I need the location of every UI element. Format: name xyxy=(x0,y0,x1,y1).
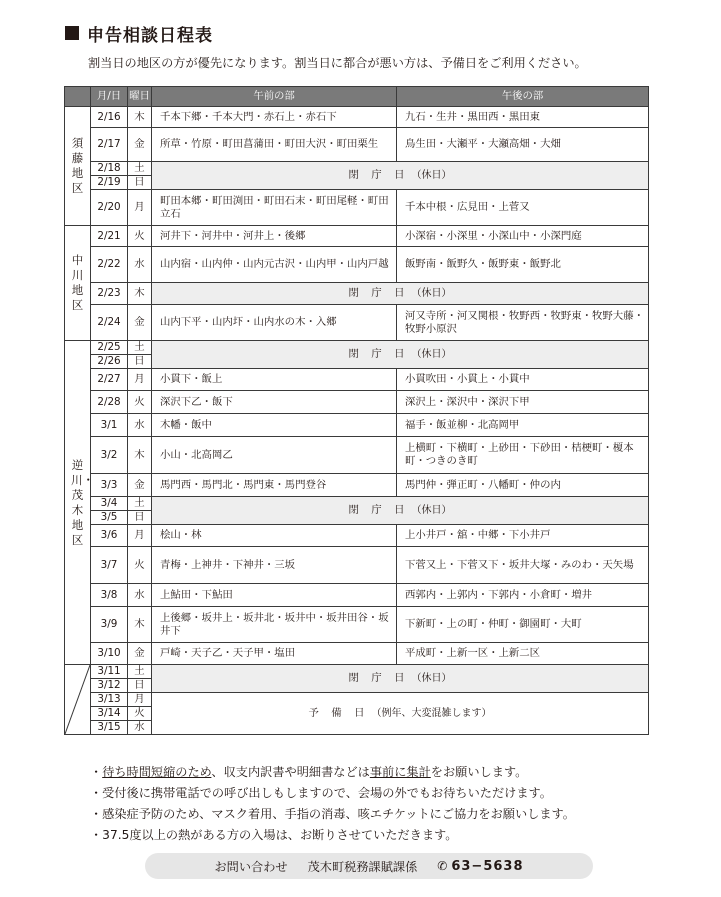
date-cell: 3/3 xyxy=(91,474,128,497)
date-cell: 3/11 xyxy=(91,665,128,679)
date-cell: 3/5 xyxy=(91,511,128,525)
am-cell: 河井下・河井中・河井上・後郷 xyxy=(152,226,397,247)
closed-day-cell: 閉 庁 日 （休日） xyxy=(152,497,649,525)
note-item: ・感染症予防のため、マスク着用、手指の消毒、咳エチケットにご協力をお願いします。 xyxy=(90,807,575,821)
date-cell: 3/7 xyxy=(91,547,128,584)
date-cell: 2/22 xyxy=(91,247,128,283)
table-row xyxy=(65,305,649,341)
pm-cell: 上横町・下横町・上砂田・下砂田・桔梗町・榎本町・つきのき町 xyxy=(397,437,649,474)
pm-cell: 下菅又上・下菅又下・坂井大塚・みのわ・天矢場 xyxy=(397,547,649,584)
table-row xyxy=(65,607,649,643)
header-date: 月/日 xyxy=(91,87,128,107)
day-cell: 火 xyxy=(128,226,152,247)
table-header-row xyxy=(65,87,649,107)
phone-number: 63−5638 xyxy=(451,858,524,874)
header-district xyxy=(65,87,91,107)
note-item: ・37.5度以上の熱がある方の入場は、お断りさせていただきます。 xyxy=(90,828,458,842)
am-cell: 町田本郷・町田渕田・町田石末・町田尾軽・町田立石 xyxy=(152,190,397,226)
table-row xyxy=(65,693,649,707)
pm-cell: 平成町・上新一区・上新二区 xyxy=(397,643,649,665)
diagonal-slash-icon xyxy=(65,665,90,734)
date-cell: 3/12 xyxy=(91,679,128,693)
pm-cell: 福手・飯並柳・北高岡甲 xyxy=(397,414,649,437)
title-text: 申告相談日程表 xyxy=(87,25,213,46)
reserve-day-cell: 予 備 日 （例年、大変混雑します） xyxy=(152,693,649,735)
table-row xyxy=(65,414,649,437)
day-cell: 木 xyxy=(128,607,152,643)
day-cell: 月 xyxy=(128,525,152,547)
am-cell: 桧山・林 xyxy=(152,525,397,547)
table-row xyxy=(65,107,649,128)
table-row xyxy=(65,128,649,162)
district-cell: 須藤地区 xyxy=(65,107,91,226)
table-row xyxy=(65,665,649,679)
table-row xyxy=(65,341,649,355)
closed-day-cell: 閉 庁 日 （休日） xyxy=(152,162,649,190)
day-cell: 日 xyxy=(128,511,152,525)
day-cell: 木 xyxy=(128,283,152,305)
day-cell: 火 xyxy=(128,707,152,721)
day-cell: 金 xyxy=(128,128,152,162)
day-cell: 日 xyxy=(128,176,152,190)
contact-phone xyxy=(437,859,523,874)
day-cell: 金 xyxy=(128,474,152,497)
day-cell: 月 xyxy=(128,693,152,707)
header-day: 曜日 xyxy=(128,87,152,107)
date-cell: 3/6 xyxy=(91,525,128,547)
table-row xyxy=(65,283,649,305)
day-cell: 水 xyxy=(128,584,152,607)
table-row xyxy=(65,643,649,665)
date-cell: 3/9 xyxy=(91,607,128,643)
day-cell: 月 xyxy=(128,369,152,391)
date-cell: 2/27 xyxy=(91,369,128,391)
day-cell: 日 xyxy=(128,679,152,693)
pm-cell: 上小井戸・舘・中郷・下小井戸 xyxy=(397,525,649,547)
date-cell: 2/28 xyxy=(91,391,128,414)
pm-cell: 飯野南・飯野久・飯野東・飯野北 xyxy=(397,247,649,283)
pm-cell: 小深宿・小深里・小深山中・小深門庭 xyxy=(397,226,649,247)
slash-cell xyxy=(65,665,91,735)
day-cell: 木 xyxy=(128,437,152,474)
day-cell: 火 xyxy=(128,547,152,584)
date-cell: 3/10 xyxy=(91,643,128,665)
date-cell: 3/14 xyxy=(91,707,128,721)
am-cell: 木幡・飯中 xyxy=(152,414,397,437)
phone-icon: ✆ xyxy=(437,859,449,873)
date-cell: 2/26 xyxy=(91,355,128,369)
am-cell: 山内下平・山内圷・山内水の木・入郷 xyxy=(152,305,397,341)
table-row xyxy=(65,525,649,547)
contact-bar xyxy=(145,853,593,879)
day-cell: 月 xyxy=(128,190,152,226)
date-cell: 3/8 xyxy=(91,584,128,607)
pm-cell: 下新町・上の町・仲町・御園町・大町 xyxy=(397,607,649,643)
pm-cell: 河又寺所・河又関根・牧野西・牧野東・牧野大藤・牧野小原沢 xyxy=(397,305,649,341)
district-cell: 中川地区 xyxy=(65,226,91,341)
pm-cell: 馬門仲・弾正町・八幡町・仲の内 xyxy=(397,474,649,497)
day-cell: 金 xyxy=(128,305,152,341)
am-cell: 小貫下・飯上 xyxy=(152,369,397,391)
date-cell: 3/15 xyxy=(91,721,128,735)
note-emphasis: 事前に集計 xyxy=(369,765,431,779)
day-cell: 水 xyxy=(128,721,152,735)
pm-cell: 小貫吹田・小貫上・小貫中 xyxy=(397,369,649,391)
date-cell: 3/4 xyxy=(91,497,128,511)
closed-day-cell: 閉 庁 日 （休日） xyxy=(152,665,649,693)
district-cell: 逆川・茂木地区 xyxy=(65,341,91,665)
table-row xyxy=(65,547,649,584)
am-cell: 千本下郷・千本大門・赤石上・赤石下 xyxy=(152,107,397,128)
date-cell: 2/19 xyxy=(91,176,128,190)
day-cell: 水 xyxy=(128,414,152,437)
am-cell: 所草・竹原・町田菖蒲田・町田大沢・町田栗生 xyxy=(152,128,397,162)
intro-text: 割当日の地区の方が優先になります。割当日に都合が悪い方は、予備日をご利用ください。 xyxy=(88,56,587,70)
am-cell: 上後郷・坂井上・坂井北・坂井中・坂井田谷・坂井下 xyxy=(152,607,397,643)
contact-label: お問い合わせ xyxy=(214,859,288,874)
am-cell: 小山・北高岡乙 xyxy=(152,437,397,474)
day-cell: 火 xyxy=(128,391,152,414)
date-cell: 2/21 xyxy=(91,226,128,247)
contact-office: 茂木町税務課賦課係 xyxy=(307,859,418,874)
pm-cell: 深沢上・深沢中・深沢下甲 xyxy=(397,391,649,414)
day-cell: 土 xyxy=(128,162,152,176)
note-emphasis: 待ち時間短縮のため xyxy=(102,765,212,779)
table-row xyxy=(65,226,649,247)
header-pm: 午後の部 xyxy=(397,87,649,107)
table-row xyxy=(65,190,649,226)
pm-cell: 九石・生井・黒田西・黒田東 xyxy=(397,107,649,128)
day-cell: 土 xyxy=(128,341,152,355)
date-cell: 3/13 xyxy=(91,693,128,707)
date-cell: 3/2 xyxy=(91,437,128,474)
title-square-icon xyxy=(65,26,79,40)
am-cell: 山内宿・山内仲・山内元古沢・山内甲・山内戸越 xyxy=(152,247,397,283)
date-cell: 2/18 xyxy=(91,162,128,176)
am-cell: 馬門西・馬門北・馬門東・馬門登谷 xyxy=(152,474,397,497)
closed-day-cell: 閉 庁 日 （休日） xyxy=(152,341,649,369)
header-am: 午前の部 xyxy=(152,87,397,107)
day-cell: 水 xyxy=(128,247,152,283)
table-row xyxy=(65,162,649,176)
table-row xyxy=(65,474,649,497)
table-row xyxy=(65,391,649,414)
closed-day-cell: 閉 庁 日 （休日） xyxy=(152,283,649,305)
table-row xyxy=(65,584,649,607)
date-cell: 2/24 xyxy=(91,305,128,341)
date-cell: 2/20 xyxy=(91,190,128,226)
notes-list xyxy=(90,762,575,846)
table-row xyxy=(65,369,649,391)
date-cell: 2/23 xyxy=(91,283,128,305)
am-cell: 青梅・上神井・下神井・三坂 xyxy=(152,547,397,584)
date-cell: 2/16 xyxy=(91,107,128,128)
page-title xyxy=(65,20,213,46)
pm-cell: 西郭内・上郭内・下郭内・小倉町・増井 xyxy=(397,584,649,607)
pm-cell: 鳥生田・大瀬平・大瀬高畑・大畑 xyxy=(397,128,649,162)
note-item: ・受付後に携帯電話での呼び出しもしますので、会場の外でもお待ちいただけます。 xyxy=(90,786,552,800)
am-cell: 深沢下乙・飯下 xyxy=(152,391,397,414)
date-cell: 3/1 xyxy=(91,414,128,437)
date-cell: 2/17 xyxy=(91,128,128,162)
note-item: ・待ち時間短縮のため、収支内訳書や明細書などは事前に集計をお願いします。 xyxy=(90,765,528,779)
table-row xyxy=(65,247,649,283)
table-row xyxy=(65,497,649,511)
date-cell: 2/25 xyxy=(91,341,128,355)
am-cell: 上鮎田・下鮎田 xyxy=(152,584,397,607)
day-cell: 土 xyxy=(128,497,152,511)
day-cell: 土 xyxy=(128,665,152,679)
day-cell: 金 xyxy=(128,643,152,665)
day-cell: 木 xyxy=(128,107,152,128)
am-cell: 戸崎・天子乙・天子甲・塩田 xyxy=(152,643,397,665)
schedule-table xyxy=(64,86,649,735)
table-row xyxy=(65,437,649,474)
pm-cell: 千本中根・広見田・上菅又 xyxy=(397,190,649,226)
day-cell: 日 xyxy=(128,355,152,369)
